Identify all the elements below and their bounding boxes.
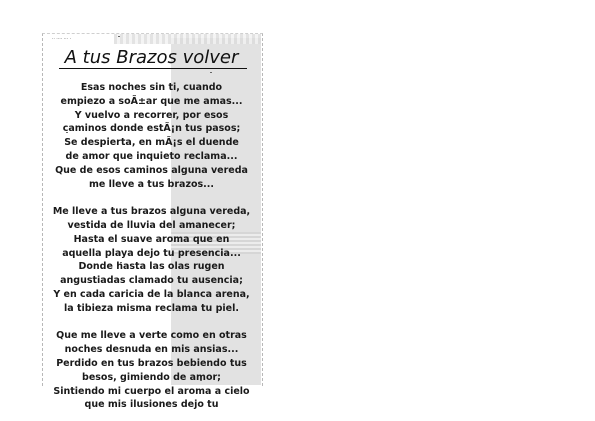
poem-line: caminos donde estÃ¡n tus pasos; [62, 123, 241, 135]
scan-speck [118, 36, 120, 37]
poem-line: Que me lleve a verte como en otras [56, 330, 247, 342]
poem-line: Se despierta, en mÃ¡s el duende [64, 137, 239, 149]
poem-line: noches desnuda en mis ansias... [64, 344, 239, 356]
stanza-3 [42, 329, 261, 412]
poem-line: Hasta el suave aroma que en [73, 233, 230, 245]
poem-line: empiezo a soÃ±ar que me amas... [60, 95, 243, 107]
scan-shadow-top [114, 34, 261, 44]
scan-speck [210, 72, 212, 73]
scan-noise-header: ·· ···· ··· · [52, 36, 72, 41]
poem-line: Esas noches sin ti, cuando [80, 82, 223, 93]
poem-line: besos, gimiendo de amor; [82, 371, 221, 383]
poem-line: que mis ilusiones dejo tu [84, 399, 219, 411]
stanza-1 [42, 81, 261, 191]
poem-line: me lleve a tus brazos... [89, 178, 214, 190]
poem-line: la tibieza misma reclama tu piel. [64, 302, 239, 314]
poem-line: aquella playa dejo tu presencia... [62, 247, 241, 259]
title-underline [59, 68, 247, 69]
poem-body [42, 81, 261, 412]
stanza-2 [42, 205, 261, 315]
poem-line: Y vuelvo a recorrer, por esos [74, 109, 229, 121]
poem-line: Me lleve a tus brazos alguna vereda, [52, 206, 251, 218]
poem-line: vestida de lluvia del amanecer; [67, 219, 236, 231]
poem-title: A tus Brazos volver [64, 47, 239, 68]
poem-line: Donde hasta las olas rugen [78, 261, 225, 273]
poem-line: de amor que inquieto reclama... [65, 150, 238, 162]
poem-line: angustiadas clamado tu ausencia; [60, 275, 243, 287]
poem-line: Sintiendo mi cuerpo el aroma a cielo [53, 385, 250, 397]
poem-line: Que de esos caminos alguna vereda [55, 164, 248, 176]
poem-line: Perdido en tus brazos bebiendo tus [56, 357, 247, 369]
poem-line: Y en cada caricia de la blanca arena, [53, 288, 250, 300]
